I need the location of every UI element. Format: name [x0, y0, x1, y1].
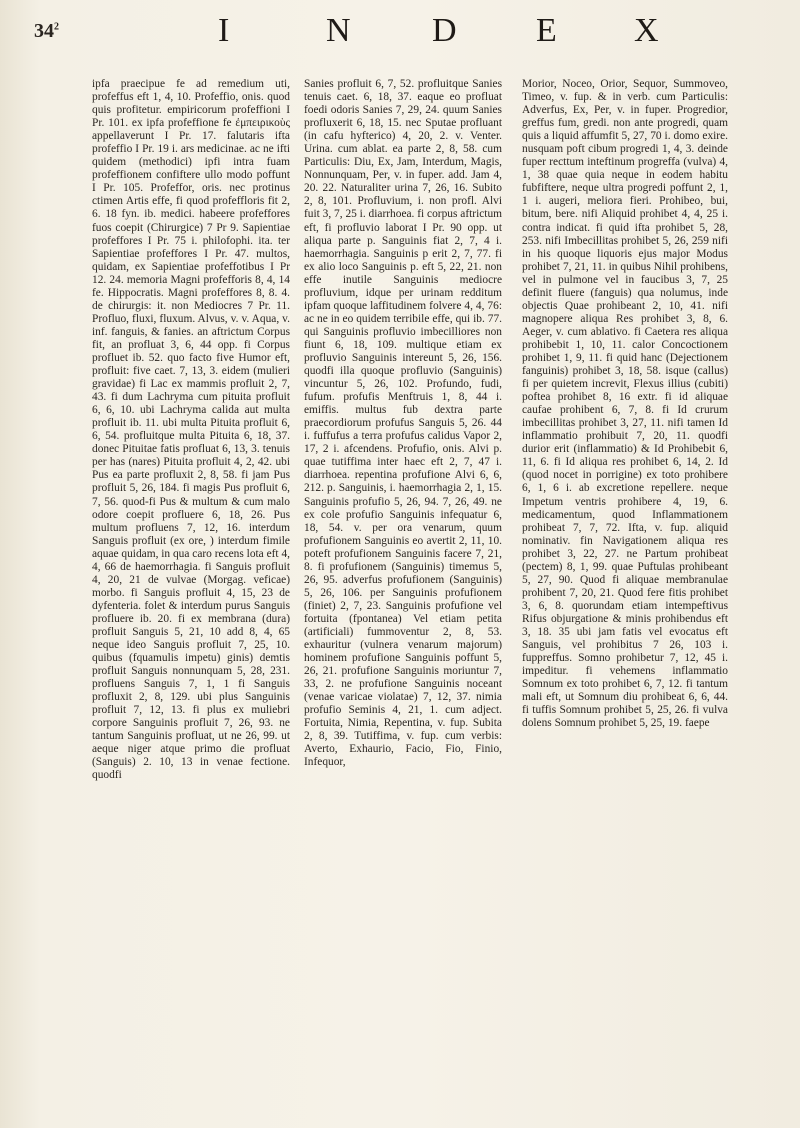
column-text: Morior, Noceo, Orior, Sequor, Summoveo, Timeo, v. fup. & in verb. cum Particulis: Adverfus, Ex, Per, v. in fuper. Progredior, greffus fum, gredi. non ante progredi, quam quis a liquid affumfit 5, 27, 70 i. domo exire. nusquam poft cibum progredi 1, 4, 3. deinde fuper recttum inteftinum progreffa (vulva) 4, 1, 38 quae quia neque in eodem habitu fubfiftere, neque ultra progredi poffunt 2, 1, 1 i. augeri, meliora fieri. Prohibeo, bui, bitum, bere. nifi Aliquid prohibet 4, 4, 25 i. contra indicat. fi quid ifta prohibet 5, 28, 253. nifi Imbecillitas prohibet 5, 26, 259 nifi in his quoque liquoris ejus major Modus prohibet 7, 21, 11. in quibus Nihil prohibens, vel in pulmone vel in faucibus 3, 7, 25 definit fluere (fanguis) qua nolumus, inde objectis Quae prohibeant 2, 10, 41. nifi magnopere aliqua Res prohibet 3, 8, 6. Aeger, v. cum ablativo. fi Caetera res aliqua prohibebit 1, 10, 11. calor Concoctionem prohibet 1, 9, 11. fi quid hanc (Dejectionem fanguinis) prohibet 3, 18, 58. isque (callus) fi per quietem increvit, Flexus illius (cubiti) poftea prohibet 8, 16 extr. fi id aliquae caufae prohibent 6, 7, 8. fi Id crurum imbecillitas prohibet 3, 27, 11. nifi tamen Id inflammatio prohibuit 7, 20, 11. quodfi durior erit (inflammatio) & Id Prohibebit 6, 11, 6. fi Id aliqua res prohibet 6, 14, 2. Id (quod nocet in porrigine) ex toto prohibere 6, 1, 6 i. ab excretione repellere. neque Impetum ventris prohibere 4, 19, 6. medicamentum, quod Inflammationem prohibeat 7, 7, 72. Ifta, v. fup. aliquid nominativ. fin Navigationem aliqua res prohibet 3, 22, 27. ne Partum prohibeat (pectem) 8, 1, 99. quae Puftulas prohibeant 5, 27, 90. Quod fi aliquae membranulae prohibent 7, 20, 21. Quod fere fitis prohibet 3, 6, 8. quorundam etiam intempeftivus Rifus objurgatione & minis prohibendus eft 3, 18. 35 ubi jam fatis vel evocatus eft Sanguis, vel prohibitus 7 26, 103 i. fuppreffus. Somno prohibetur 7, 12, 45 i. impeditur. fi vehemens inflammatio Somnum ex toto prohibet 6, 7, 12. fi tantum mali eft, ut Somnum diu prohibeat 6, 6, 44. fi tuffis Somnum prohibet 5, 25, 26. fi vulva dolens Somnum prohibet 5, 25, 19. faepe — [522, 78, 728, 730]
page-number: $34^2$ — [34, 20, 59, 42]
running-head — [0, 12, 800, 62]
running-head-letter: N — [326, 12, 351, 49]
running-head-letter: E — [536, 12, 557, 49]
column-text: ipfa praecipue fe ad remedium uti, profeffus eft 1, 4, 10. Profeffio, onis. quod quis profitetur. empiricorum profeffioni I Pr. 101. ex ipfa profeffione fe ἐμπειρικοὺς appellaverunt I Pr. 17. falutaris ifta profeffio I Pr. 19 i. ars medicinae. ac ne ifti quidem (methodici) ipfi intra fuam profeffionem confiftere ullo modo poffunt I Pr. 105. Profeffor, oris. nec protinus ctimen Artis effe, fi quod profeffloris fit 2, 6. 18 fyn. ib. medici. habeere profeffores fuos coepit (Chirurgice) 7 Pr 9. Sapientiae profeffores I Pr. 75 i. philofophi. ita. ter Sapientiae profeffores I Pr. 47. multos, quidam, ex Sapientiae profeffotibus I Pr 12. 24. memoria Magni profefforis 8, 4, 14 fe. Hippocratis. Magni profeffores 8, 8. 4. de chirurgis: it. non Mediocres 7 Pr. 11. Profluo, fluxi, fluxum. Alvus, v. v. Aqua, v. inf. fanguis, & fanies. an aftrictum Corpus fit, an profluat 3, 6, 44 opp. fi Corpus profluet ib. 52. quo facto five Humor eft, profluit: five caet. 7, 13, 3. eidem (mulieri gravidae) fi Lac ex mammis profluit 2, 7, 43. fi dum Lachryma cum pituita profluit 6, 6, 10. ubi Lachryma calida aut multa profluit ib. 11. ubi multa Pituita profluit 6, 6, 54. profluitque multa Pituita 6, 18, 37. donec Pituitae fatis profluat 6, 13, 3. tenuis per has (nares) Pituita profluit 4, 2, 42. ubi Pus ea parte profluxit 2, 8, 58. fi jam Pus profluit 5, 26, 184. fi magis Pus profluit 6, 7, 56. quod-fi Pus & multum & cum malo odore coepit profluere 6, 18, 26. Pus multum profluens 7, 12, 16. interdum Sanguis profluit (ex ore, ) interdum fimile aquae quidam, in qua caro recens lota eft 4, 4, 66 de haemorrhagia. fi Sanguis profluit 4, 20, 21 de vulvae (Morgag. veficae) morbo. fi Sanguis profluit 4, 15, 23 de dyfenteria. folet & interdum purus Sanguis profluere ib. 20. fi ex membrana (dura) profluit Sanguis 5, 21, 10 add 8, 4, 65 neque ideo Sanguis profluit 7, 25, 10. quibus (fquamulis impetu) ginis) demtis profluit Sanguis nonnunquam 5, 28, 231. profluens Sanguis 7, 1, 1 fi Sanguis profluxit 2, 8, 129. ubi plus Sanguinis profluit 7, 12, 13. fi plus ex muliebri corpore Sanguinis profluit 7, 26, 93. ne tantum Sanguinis profluat, ut ne 26, 99. ut aeque niger atque primo die profluat (Sanguis) 2. 10, 13 in venae fectione. quodfi — [92, 78, 290, 782]
running-head-letter: I — [218, 12, 230, 49]
index-column-3 — [522, 78, 728, 1118]
index-column-2 — [304, 78, 502, 1118]
running-head-letter: D — [432, 12, 457, 49]
running-head-letter: X — [634, 12, 659, 49]
column-text: Sanies profluit 6, 7, 52. profluitque Sanies tenuis caet. 6, 18, 37. eaque eo profluat foedi odoris Sanies 7, 29, 24. quum Sanies profluxerit 6, 18, 15. nec Sputae profluant (in cafu hyfterico) 4, 20, 2. v. Venter. Urina. cum ablat. ea parte 2, 8, 58. cum Particulis: Diu, Ex, Jam, Interdum, Magis, Nonnunquam, Per, v. in fuper. add. Jam 4, 20. 22. Naturaliter urina 7, 26, 16. Subito 2, 8, 101. Profluvium, i. non profl. Alvi fuit 3, 7, 25 i. diarrhoea. fi corpus aftrictum eft, fi profluvio laborat I Pr. 90 opp. ut aliqua parte p. Sanguinis fiat 2, 7, 4 i. haemorrhagia. Sanguinis p erit 2, 7, 77. fi ex alio loco Sanguinis p. eft 5, 22, 21. non effe inutile Sanguinis mediocre profluvium, idque per urinam redditum ipfam quoque laffitudinem folvere 4, 4, 76: ac ne in eo quidem terribile effe, qui ib. 77. qui Sanguinis profluvio imbecilliores non fiunt 6, 18, 109. multique etiam ex profluvio Sanguinis intereunt 5, 26, 156. quodfi illa quoque profluvio (Sanguinis) vincuntur 5, 26, 102. Profundo, fudi, fufum. profufis Menftruis 1, 8, 44 i. emiffis. multus fub dextra parte praecordiorum profufus Sanguis 5, 26. 44 i. fuffufus a terra profufus calidus Vapor 2, 17, 2 i. afcendens. Profufio, onis. Alvi p. quae tutiffima inter haec eft 2, 7, 47 i. diarrhoea. repentina profufione Alvi 6, 6, 212. p. Sanguinis, i. haemorrhagia 2, 1, 15. Sanguinis profufio 5, 26, 94. 7, 26, 49. ne ex cole profufio Sanguinis infequatur 6, 18, 54. v. per ora venarum, quum profufionem Sanguinis eo avertit 2, 11, 10. poteft profufionem Sanguinis facere 7, 21, 8. fi profufionem (Sanguinis) timemus 5, 26, 95. adverfus profufionem (Sanguinis) 5, 26, 106. per Sanguinis profufionem (finiet) 2, 7, 23. Sanguinis profufione vel fortuita (fpontanea) Vel etiam petita (artificiali) fummoventur 2, 8, 53. exhauritur (vulnera venarum majorum) hominem profufione Sanguinis poffunt 5, 26, 21. profufione Sanguinis moriuntur 7, 33, 2. ne profufione Sanguinis noceant (venae varicae violatae) 7, 12, 37. nimia profufio Seminis 4, 21, 1. cum adject. Fortuita, Nimia, Repentina, v. fup. Subita 2, 8, 39. Tutiffima, v. fup. cum verbis: Averto, Exhaurio, Facio, Fio, Finio, Infequor, — [304, 78, 502, 769]
index-column-1 — [92, 78, 290, 1118]
page-number-mark: 2 — [54, 21, 59, 33]
